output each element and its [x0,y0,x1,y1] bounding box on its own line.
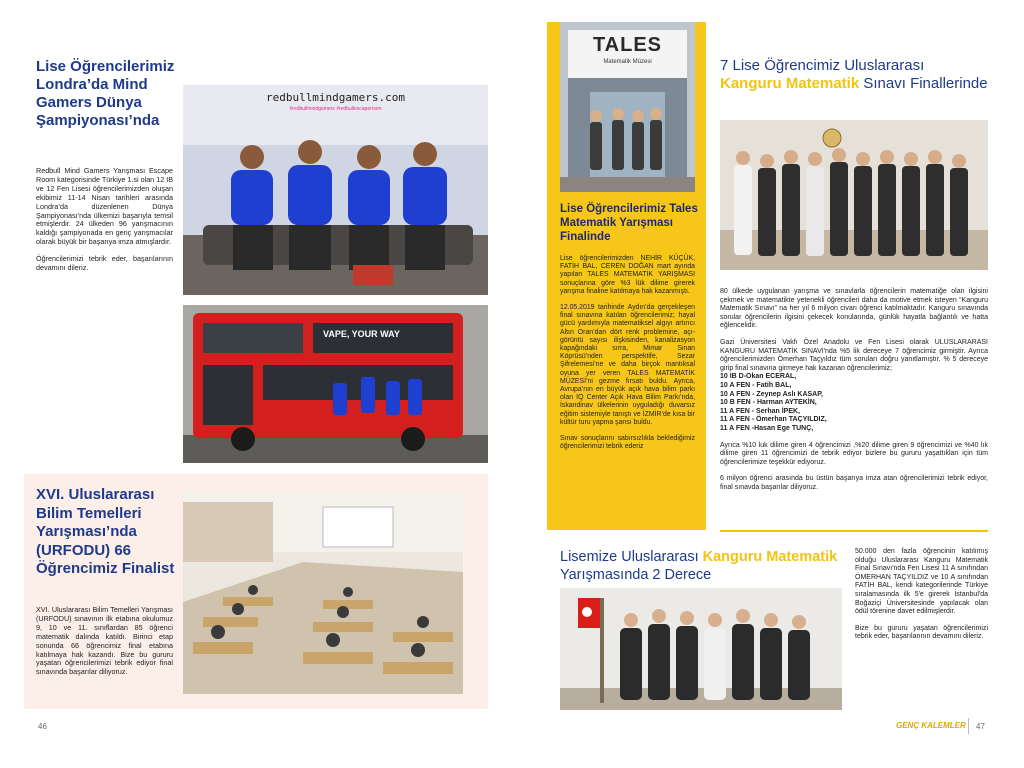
kanguru-student-5: 11 A FEN - Serhan İPEK, [720,407,801,415]
mind-gamers-banner-text: redbullmindgamers.com [265,91,406,104]
footer-logo [896,721,966,730]
mind-gamers-body [36,167,173,281]
kanguru-derece-title-hl-1: Kanguru [702,549,763,565]
urfodu-title: XVI. Uluslararası Bilim Temelleri Yarışması’nda (URFODU) 66 Öğrencimiz Finalist [36,486,175,577]
footer-logo-text: GENÇ KALEMLER [896,721,966,730]
kanguru-derece-title [560,548,842,584]
tales-museum-photo [560,22,695,192]
mind-gamers-paragraph-2: Öğrencilerimizi tebrik eder, başarılarının devamını dileriz. [36,254,173,273]
tales-title: Lise Öğrencilerimiz Tales Matematik Yarışması Finalinde [560,203,698,243]
mind-gamers-paragraph-1: Redbull Mind Gamers Yarışması Escape Room kategorisinde Türkiye 1.si olan 12 IB ve 12 Fen Lisesi öğrencilerimizden oluşan ekibimiz 11-14 Nisan tarihleri arasında Londra’da düzenlenen Dünya Şampiyonası’nda ülkemizi başarıyla temsil etmişlerdir. 24 ülkeden 96 yarışmacının kaldığı şampiyonada en genç yarışmacılar olarak büyük bir başarıya imza atmışlardır. [36,166,173,247]
kanguru-derece-paragraph-2: Bize bu gururu yaşatan öğrencilerimizi tebrik eder, başarılarının devamını dileriz. [855,624,988,641]
kanguru-derece-title-hl-2: Matematik [766,549,838,565]
left-page-number: 46 [38,722,47,731]
kanguru-final-paragraph-1: 80 ülkede uygulanan yarışma ve sınavlarla öğrencilerin matematiğe olan ilgisini çekmek ve matematikte yetenekli öğrencileri daha da motive etmek isteyen “Kanguru Matematik Sınavı” na her yıl 6 milyon civarı öğrenci katılmaktadır. Kanguru sınavında sorular öğrencilerin ilgisini çekecek konularında, günlük hayatla bağlantılı ve hatta eğlencelidir. [720,288,988,330]
kanguru-finalists-photo [720,120,988,270]
kanguru-derece-title-post: Yarışmasında 2 Derece [560,567,712,583]
tales-paragraph-2: 12.05.2019 tarihinde Aydın’da gerçekleşen final sınavına katılan öğrencilerimiz; hayal gücü yardımıyla matematiksel algıyı artırıcı Altın Oran’dan dört renk problemine, açı-görüntü sayısı ilişkisinden, kanalizasyon kapağındaki sırra, Mimar Sinan Köprüsü’nden perspektife, Sezar Şifrelemesi’ne ve daha birçok mantıksal oyuna yer veren TALES MATEMATİK MÜZESİ’ni gezme fırsatı buldu. Ayrıca, Avrupa’nın en büyük açık hava bilim parkı olan IQ Center Açık Hava Bilim Parkı’nda, İskandinav ülkelerinin uyguladığı duvarsız eğitim sistemiyle tanıştı ve İZMİR’de kısa bir kültür turu yapma şansı buldu. [560,304,695,426]
tales-paragraph-1: Lise öğrencilerimizden NEHİR KÜÇÜK, FATİH BAL, CEREN DOĞAN mart ayında yapılan TALES MATEMATİK YARIŞMASI sonuçlarına göre %3 lük dilime girerek yarışma finaline katılmaya hak kazanmıştı. [560,255,695,295]
footer-separator [968,718,969,734]
kanguru-student-list [720,373,988,433]
london-bus-photo [183,305,488,463]
kanguru-derece-paragraph-1: 50.000 den fazla öğrencinin katılımış olduğu Uluslararası Kanguru Matematik Final Sınavı'nda Fen Lisesi 11 A sınıfından ÖMERHAN TAÇYILDIZ ve 10 A sınıfından FATİH BAL, kendi kategorilerinde Türkiye sıralamasında ilk 5'e girerek İstanbul'da Boğaziçi Üniversitesinde yapılacak olan ödül törenine davet edilmişlerdir. [855,548,988,616]
tales-paragraph-3: Sınav sonuçlarını sabırsızlıkla beklediğimiz öğrencilerimizi tebrik ederiz [560,435,695,451]
kanguru-final-title-highlight: Kanguru Matematik [720,75,860,92]
kanguru-derece-title-pre: Lisemize Uluslararası [560,549,699,565]
mind-gamers-team-photo [183,85,488,295]
kanguru-final-paragraph-3: Ayrıca %10 luk dilime giren 4 öğrencimizi ,%20 dilime giren 9 öğrencimizi ve %40 lık dilime giren 11 öğrencimizi de tebrik ediyor bizlere bu gururu yaşattıkları için tüm öğrencilerimize teşekkür ediyoruz. [720,441,988,466]
urfodu-exam-photo [183,492,463,694]
kanguru-student-6: 11 A FEN - Ömerhan TAÇYILDIZ, [720,416,827,424]
kanguru-divider [720,530,988,532]
mind-gamers-hashtags: #redbullmindgamers #redbullescaperoom [289,106,382,112]
kanguru-student-2: 10 A FEN - Fatih BAL, [720,381,792,389]
mind-gamers-title: Lise Öğrencilerimiz Londra’da Mind Gamers Dünya Şampiyonası’nda [36,58,175,129]
kanguru-final-title-post: Sınavı Finallerinde [863,75,988,92]
kanguru-final-body [720,288,988,500]
kanguru-award-photo [560,588,842,710]
kanguru-derece-body [855,548,988,650]
kanguru-student-3: 10 A FEN - Zeynep Aslı KASAP, [720,390,823,398]
kanguru-final-paragraph-2: Gazi Üniversitesi Vakfı Özel Anadolu ve Fen Lisesi olarak ULUSLARARASI KANGURU MATEMATİK SINAVI'nda %5 lik dereceye 7 öğrencimiz girmiştir. Ayrıca öğrencilerimizden Ömerhan Taçyıldız tüm soruları doğru yanıtlamıştır. % 5 dereceye girip final sınavına girmeye hak kazanan öğrencilerimiz; [720,338,988,372]
kanguru-student-7: 11 A FEN -Hasan Ege TUNÇ, [720,424,814,432]
right-page-number: 47 [976,722,985,731]
tales-body [560,255,695,459]
kanguru-final-paragraph-4: 6 milyon öğrenci arasında bu üstün başarıya imza atan öğrencilerimizi tebrik ediyor, final sınavda başarılar diliyoruz. [720,475,988,491]
urfodu-body: XVI. Uluslararası Bilim Temelleri Yarışması (URFODU) sınavının ilk etabına okulumuz 9, 10 ve 11. sınıflardan 85 öğrenci matematik dalında katıldı. Birinci etap sonunda 66 öğrencimiz final etabına katılmaya hak kazandı. Bize bu gururu yaşatan öğrencilerimizi tebrik ediyor final sınavında başarılar diliyoruz. [36,605,173,677]
kanguru-final-title [720,57,990,93]
kanguru-student-1: 10 IB D-Okan ECERAL, [720,373,797,381]
tales-sign-small: Matematik Müzesi [603,59,652,65]
tales-sign-big: TALES [592,34,663,56]
kanguru-student-4: 10 B FEN - Harman AYTEKİN, [720,399,817,407]
bus-ad-text: VAPE, YOUR WAY [323,329,400,339]
kanguru-final-title-pre: 7 Lise Öğrencimiz Uluslararası [720,57,925,74]
